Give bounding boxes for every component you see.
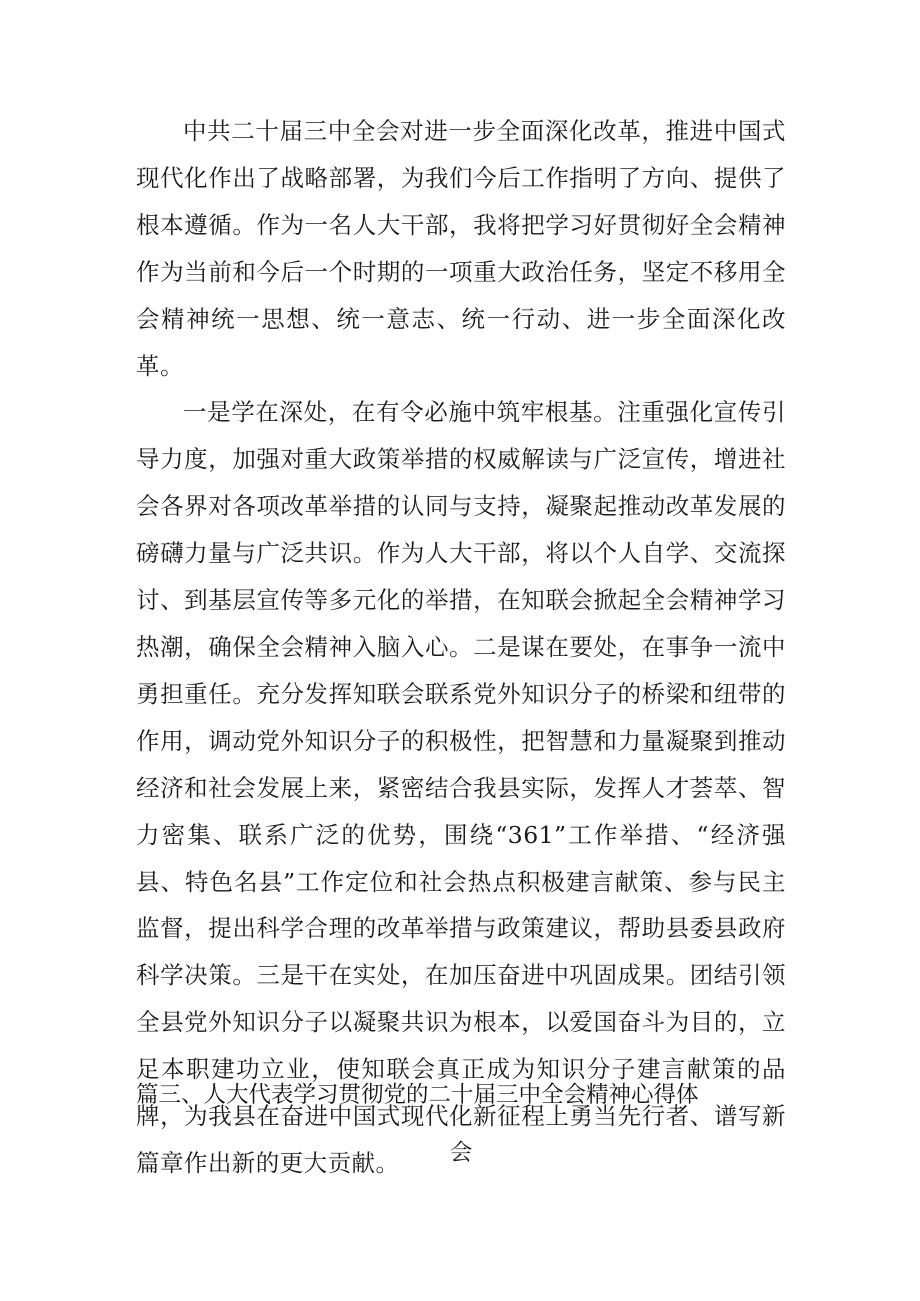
section-heading-line-1: 篇三、人大代表学习贯彻党的二十届三中全会精神心得体 <box>136 1082 699 1108</box>
section-heading <box>136 1066 786 1182</box>
document-body <box>136 108 786 1187</box>
section-heading-line-2: 会 <box>449 1140 473 1166</box>
paragraph-measures: 一是学在深处，在有令必施中筑牢根基。注重强化宣传引导力度，加强对重大政策举措的权威解读与广泛宣传，增进社会各界对各项改革举措的认同与支持，凝聚起推动改革发展的磅礴力量与广泛共识。作为人大干部，将以个人自学、交流探讨、到基层宣传等多元化的举措，在知联会掀起全会精神学习热潮，确保全会精神入脑入心。二是谋在要处，在事争一流中勇担重任。充分发挥知联会联系党外知识分子的桥梁和纽带的作用，调动党外知识分子的积极性，把智慧和力量凝聚到推动经济和社会发展上来，紧密结合我县实际，发挥人才荟萃、智力密集、联系广泛的优势，围绕“361”工作举措、“经济强县、特色名县”工作定位和社会热点积极建言献策、参与民主监督，提出科学合理的改革举措与政策建议，帮助县委县政府科学决策。三是干在实处，在加压奋进中巩固成果。团结引领全县党外知识分子以凝聚共识为根本，以爱国奋斗为目的，立足本职建功立业，使知联会真正成为知识分子建言献策的品牌，为我县在奋进中国式现代化新征程上勇当先行者、谱写新篇章作出新的更大贡献。 <box>136 398 786 1177</box>
paragraph-intro: 中共二十届三中全会对进一步全面深化改革，推进中国式现代化作出了战略部署，为我们今后工作指明了方向、提供了根本遵循。作为一名人大干部，我将把学习好贯彻好全会精神作为当前和今后一个时期的一项重大政治任务，坚定不移用全会精神统一思想、统一意志、统一行动、进一步全面深化改革。 <box>136 117 786 380</box>
